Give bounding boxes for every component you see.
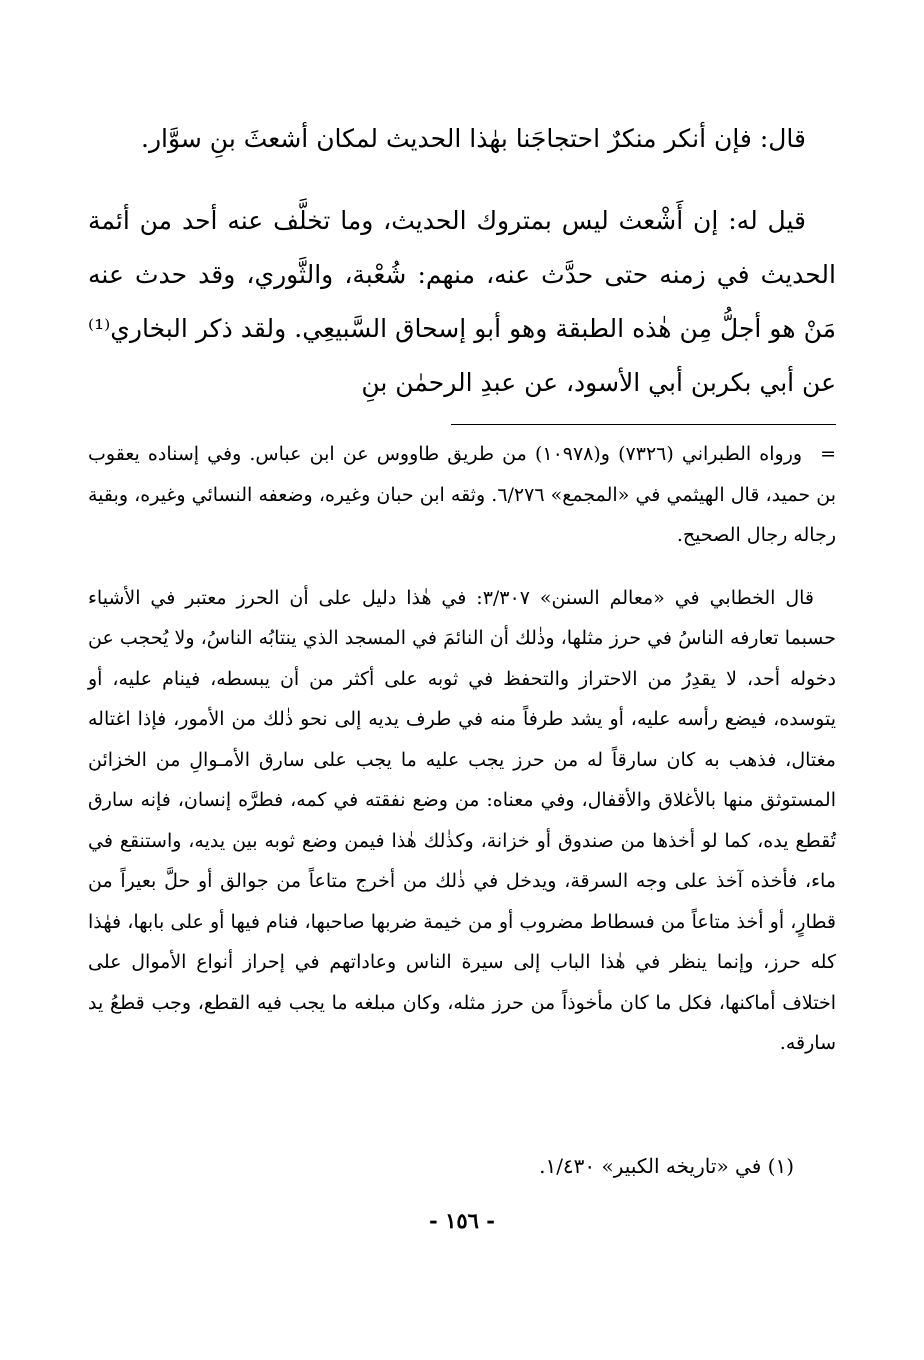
notes-paragraph-2: قال الخطابي في «معالم السنن» ٣/٣٠٧: في هٰذا دليل على أن الحرز معتبر في الأشياء حسبما تعارفه الناسُ في حرز مثلها، وذٰلك أن النائمَ في المسجد الذي ينتابُه الناسُ، ولا يُحجب عن دخوله أحد، لا يقدِرُ من الاحتراز والتحفظ في ثوبه على أكثر من أن يبسطه، فينام عليه، أو يتوسده، فيضع رأسه عليه، أو يشد طرفاً منه في طرف يديه إلى نحو ذٰلك من الأمور، فإذا اغتاله مغتال، فذهب به كان سارقاً له من حرز يجب عليه ما يجب على سارق الأمـوالِ من الخزائن المستوثق منها بالأغلاق والأقفال، وفي معناه: من وضع نفقته في كمه، فطرَّه إنسان، فإنه سارق تُقطع يده، كما لو أخذها من صندوق أو خزانة، وكذٰلك هٰذا فيمن وضع ثوبه بين يديه، واستنقع في ماء، فأخذه آخذ على وجه السرقة، ويدخل في ذٰلك من أخرج متاعاً من جوالق أو حلَّ بعيراً من قطارٍ، أو أخذ متاعاً من فسطاط مضروب أو من خيمة ضربها صاحبها، فنام فيها أو على بابها، فهٰذا كله حرز، وإنما ينظر في هٰذا الباب إلى سيرة الناس وعاداتهم في إحراز أنواع الأموال على اختلاف أماكنها، فكل ما كان مأخوذاً من حرز مثله، وكان مبلغه ما يجب فيه القطع، وجب قطعُ يد سارقه. bbox=[88, 586, 836, 1054]
footnote-1: (١) في «تاريخه الكبير» ١/٤٣٠. bbox=[539, 1154, 794, 1178]
main-paragraph-1: قال: فإن أنكر منكرٌ احتجاجَنا بهٰذا الحديث لمكان أشعثَ بنِ سوَّار. bbox=[141, 124, 806, 153]
page-number: - ١٥٦ - bbox=[429, 1208, 495, 1233]
notes-paragraph-1 bbox=[88, 434, 836, 556]
footnote-separator bbox=[451, 424, 836, 425]
main-text-block bbox=[88, 112, 836, 410]
main-paragraph-2: قيل له: إن أَشْعث ليس بمتروك الحديث، وما تخلَّف عنه أحد من أئمة الحديث في زمنه حتى حدَّث عنه، منهم: شُعْبة، والثَّوري، وقد حدث عنه مَنْ هو أجلُّ مِن هٰذه الطبقة وهو أبو إسحاق السَّبيعِي. ولقد ذكر البخاري⁽¹⁾ عن أبي بكربن أبي الأسود، عن عبدِ الرحمٰن بنِ bbox=[88, 206, 836, 397]
notes-block bbox=[88, 434, 836, 1064]
continuation-mark: = bbox=[820, 443, 836, 465]
notes-paragraph-1-text: ورواه الطبراني (٧٣٢٦) و(١٠٩٧٨) من طريق طاووس عن ابن عباس. وفي إسناده يعقوب بن حميد، قال الهيثمي في «المجمع» ٦/٢٧٦. وثقه ابن حبان وغيره، وضعفه النسائي وغيره، وبقية رجاله رجال الصحيح. bbox=[88, 443, 836, 546]
